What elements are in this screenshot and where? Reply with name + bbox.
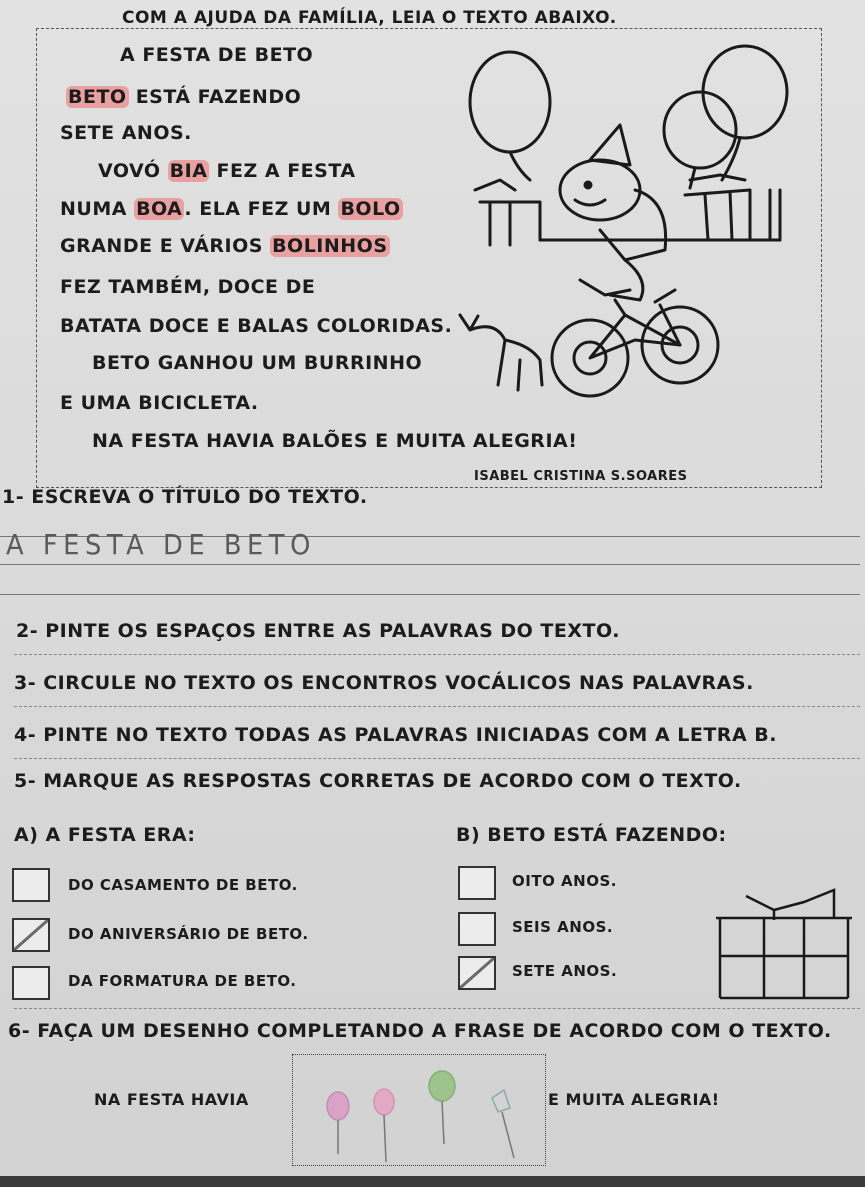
balloon-3 <box>664 92 736 168</box>
option-5b-1: OITO ANOS. <box>512 872 617 890</box>
check-mark-icon <box>14 920 48 950</box>
balloon-pink-2 <box>374 1089 394 1115</box>
checkbox-5b-1[interactable] <box>458 866 496 900</box>
balloon-1 <box>470 52 550 152</box>
story-line-8: BETO GANHOU UM BURRINHO <box>92 352 423 374</box>
question-6-label: 6- FAÇA UM DESENHO COMPLETANDO A FRASE DE ACORDO COM O TEXTO. <box>8 1020 832 1042</box>
word-bolinhos: BOLINHOS <box>272 235 388 257</box>
story-title: A FESTA DE BETO <box>120 44 314 66</box>
gift-icon <box>716 888 856 1000</box>
story-line-5: GRANDE E VÁRIOS BOLINHOS <box>60 235 388 257</box>
checkbox-5a-3[interactable] <box>12 966 50 1000</box>
checkbox-5b-2[interactable] <box>458 912 496 946</box>
balloon-2 <box>703 46 787 138</box>
story-line-4: NUMA BOA . ELA FEZ UM BOLO <box>60 198 401 220</box>
question-1-label: 1- ESCREVA O TÍTULO DO TEXTO. <box>2 486 368 508</box>
question-5-label: 5- MARQUE AS RESPOSTAS CORRETAS DE ACORDO COM O TEXTO. <box>14 770 742 792</box>
answer-1-handwriting: A FESTA DE BETO <box>6 528 316 561</box>
answer-1-box <box>0 524 860 596</box>
word-beto: BETO <box>68 86 127 108</box>
word-boa: BOA <box>136 198 183 220</box>
party-illustration <box>450 40 820 420</box>
option-5a-1: DO CASAMENTO DE BETO. <box>68 876 298 894</box>
balloons-drawing <box>292 1054 544 1164</box>
option-5a-2: DO ANIVERSÁRIO DE BETO. <box>68 925 309 943</box>
sentence-left: NA FESTA HAVIA <box>94 1090 249 1109</box>
question-5b-title: B) BETO ESTÁ FAZENDO: <box>456 824 727 846</box>
story-author: ISABEL CRISTINA S.SOARES <box>474 469 688 484</box>
option-5b-2: SEIS ANOS. <box>512 918 614 936</box>
separator <box>14 758 860 759</box>
question-5a-title: A) A FESTA ERA: <box>14 824 196 846</box>
story-line-9: E UMA BICICLETA. <box>60 392 259 414</box>
word-bolo: BOLO <box>340 198 401 220</box>
question-2-label: 2- PINTE OS ESPAÇOS ENTRE AS PALAVRAS DO TEXTO. <box>16 620 620 642</box>
story-line-7: BATATA DOCE E BALAS COLORIDAS. <box>60 315 453 337</box>
balloon-green <box>429 1071 455 1101</box>
balloon-outline <box>492 1090 510 1112</box>
separator <box>14 654 860 655</box>
checkbox-5b-3[interactable] <box>458 956 496 990</box>
question-4-label: 4- PINTE NO TEXTO TODAS AS PALAVRAS INICIADAS COM A LETRA B. <box>14 724 777 746</box>
story-line-10: NA FESTA HAVIA BALÕES E MUITA ALEGRIA! <box>92 430 578 452</box>
checkbox-5a-2[interactable] <box>12 918 50 952</box>
instruction-text: COM A AJUDA DA FAMÍLIA, LEIA O TEXTO ABAIXO. <box>122 8 617 28</box>
story-line-2: SETE ANOS. <box>60 122 192 144</box>
gift-left <box>475 180 540 245</box>
option-5b-3: SETE ANOS. <box>512 962 618 980</box>
photo-edge <box>0 1176 865 1187</box>
separator <box>14 706 860 707</box>
story-line-6: FEZ TAMBÉM, DOCE DE <box>60 276 316 298</box>
story-line-3: VOVÓ BIA FEZ A FESTA <box>98 160 356 182</box>
balloon-pink-1 <box>327 1092 349 1120</box>
story-line-1: BETO ESTÁ FAZENDO <box>68 86 302 108</box>
sentence-right: E MUITA ALEGRIA! <box>548 1090 720 1109</box>
checkbox-5a-1[interactable] <box>12 868 50 902</box>
gift-right <box>685 175 750 240</box>
donkey <box>460 315 542 390</box>
separator <box>14 1008 860 1009</box>
option-5a-3: DA FORMATURA DE BETO. <box>68 972 297 990</box>
question-3-label: 3- CIRCULE NO TEXTO OS ENCONTROS VOCÁLICOS NAS PALAVRAS. <box>14 672 754 694</box>
word-bia: BIA <box>169 160 208 182</box>
check-mark-icon <box>460 958 494 988</box>
